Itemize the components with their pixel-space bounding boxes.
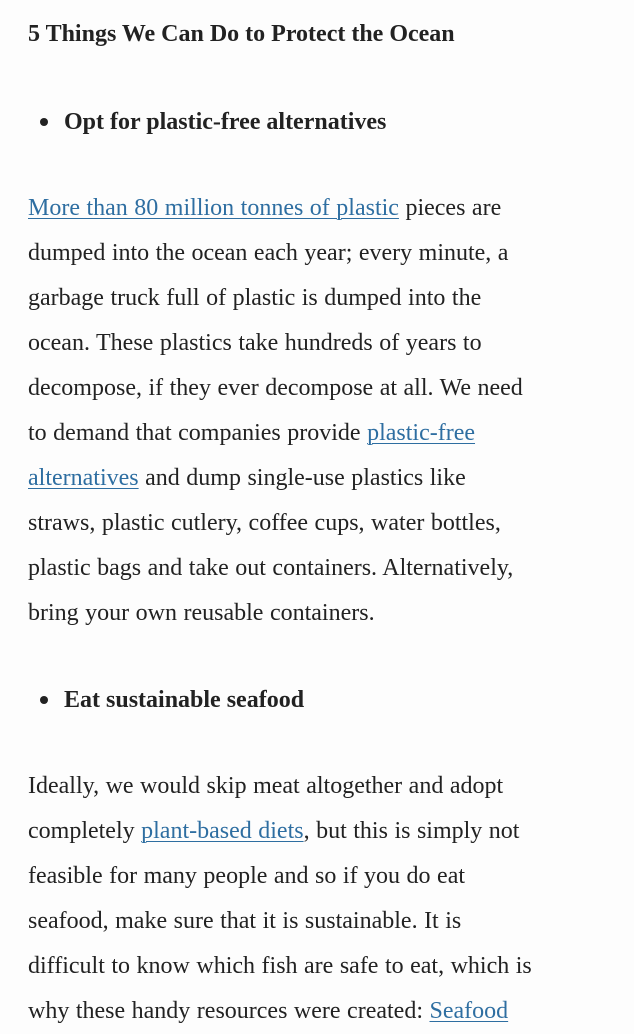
text-line: Ideally, we would skip meat altogether and adopt — [28, 773, 504, 799]
text-line: dumped into the ocean each year; every minute, a — [28, 240, 509, 266]
text-line — [28, 456, 606, 501]
bullet-item-plastic-free — [28, 106, 606, 138]
link-plastic-tonnes[interactable]: More than 80 million tonnes of plastic — [28, 195, 399, 221]
text-line: garbage truck full of plastic is dumped into the — [28, 285, 482, 311]
text-fragment: , but this is simply not — [303, 818, 520, 844]
text-fragment: and dump single-use plastics like — [138, 465, 466, 491]
article — [28, 0, 606, 1034]
text-line: bring your own reusable containers. — [28, 600, 375, 626]
text-line: feasible for many people and so if you do eat — [28, 863, 466, 889]
paragraph-plastic — [28, 186, 606, 636]
text-line: straws, plastic cutlery, coffee cups, water bottles, — [28, 510, 501, 536]
text-fragment: why these handy resources were created: — [28, 998, 430, 1024]
link-plastic-free-part2[interactable]: alternatives — [28, 465, 139, 491]
text-fragment: completely — [28, 818, 142, 844]
text-line — [28, 809, 606, 854]
text-line: decompose, if they ever decompose at all. We need — [28, 375, 523, 401]
text-line — [28, 186, 606, 231]
text-line — [28, 989, 606, 1034]
bullet-dot-icon — [40, 696, 48, 704]
text-line: ocean. These plastics take hundreds of years to — [28, 330, 482, 356]
article-heading: 5 Things We Can Do to Protect the Ocean — [28, 21, 455, 47]
text-line: plastic bags and take out containers. Alternatively, — [28, 555, 514, 581]
text-fragment: pieces are — [398, 195, 502, 221]
paragraph-seafood — [28, 764, 606, 1034]
bullet-dot-icon — [40, 118, 48, 126]
link-plant-based-diets[interactable]: plant-based diets — [141, 818, 304, 844]
text-line: difficult to know which fish are safe to eat, which is — [28, 953, 532, 979]
bullet-label: Opt for plastic-free alternatives — [64, 109, 387, 135]
text-line: seafood, make sure that it is sustainable. It is — [28, 908, 462, 934]
link-seafood[interactable]: Seafood — [429, 998, 509, 1024]
bullet-label: Eat sustainable seafood — [64, 687, 305, 713]
text-fragment: to demand that companies provide — [28, 420, 368, 446]
bullet-item-seafood — [28, 684, 606, 716]
link-plastic-free-part1[interactable]: plastic-free — [367, 420, 476, 446]
text-line — [28, 411, 606, 456]
